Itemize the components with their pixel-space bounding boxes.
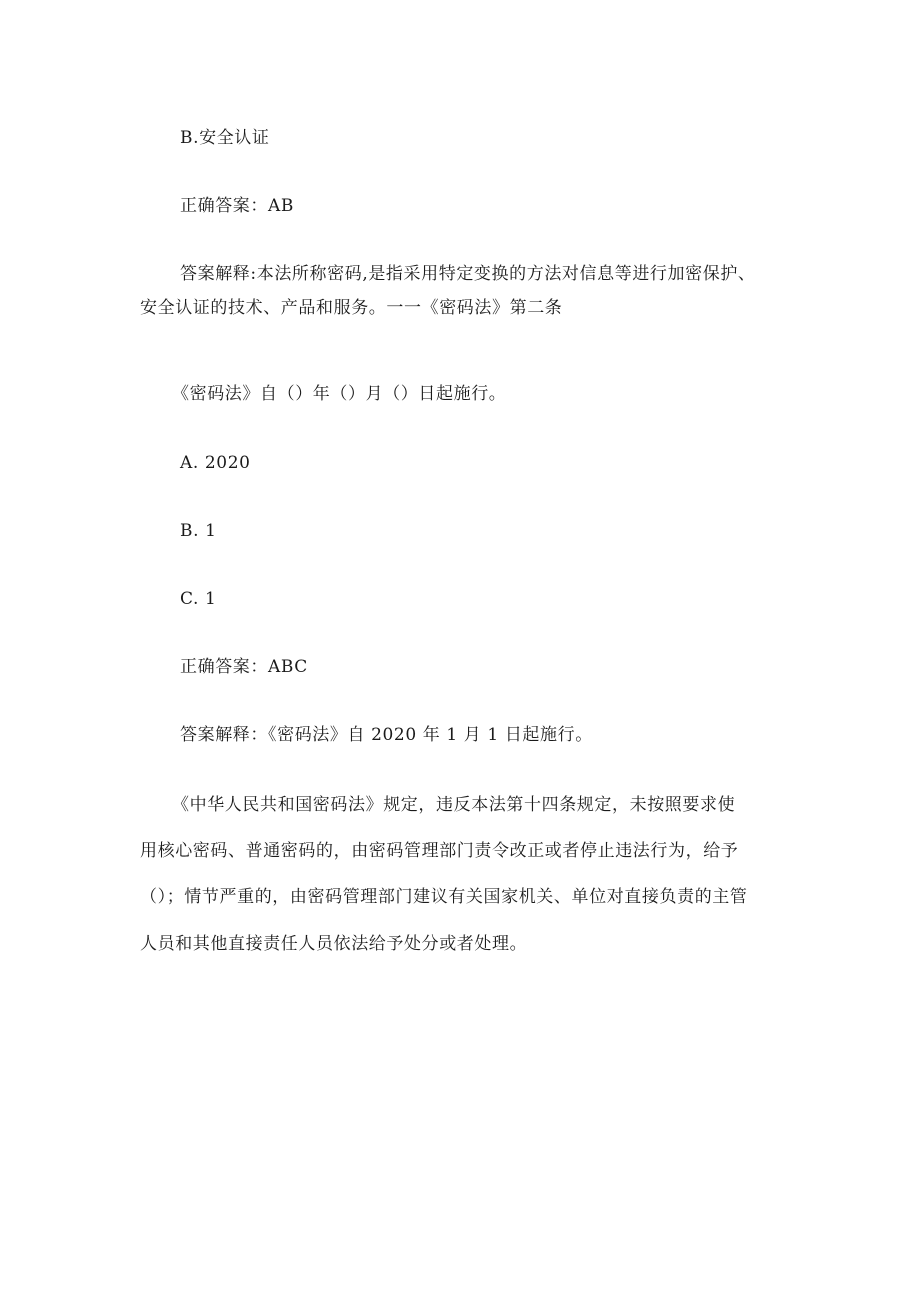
- q1-explanation-line-2: 安全认证的技术、产品和服务。一一《密码法》第二条: [140, 298, 563, 318]
- q2-option-a: A. 2020: [180, 453, 251, 473]
- q3-question-line-1: 《中华人民共和国密码法》规定，违反本法第十四条规定，未按照要求使: [172, 795, 736, 815]
- q2-correct-answer: 正确答案：ABC: [180, 657, 308, 677]
- q3-question-line-2: 用核心密码、普通密码的，由密码管理部门责令改正或者停止违法行为，给予: [140, 841, 739, 861]
- q3-question-line-3: （）；情节严重的，由密码管理部门建议有关国家机关、单位对直接负责的主管: [140, 887, 748, 907]
- q1-explanation-line-1: 答案解释:本法所称密码,是指采用特定变换的方法对信息等进行加密保护、: [180, 264, 756, 284]
- q1-option-b: B.安全认证: [180, 128, 270, 148]
- q3-question-line-4: 人员和其他直接责任人员依法给予处分或者处理。: [140, 934, 528, 954]
- q2-question: 《密码法》自（）年（）月（）日起施行。: [172, 384, 507, 404]
- q2-option-c: C. 1: [180, 589, 217, 609]
- q2-option-b: B. 1: [180, 521, 217, 541]
- q2-explanation: 答案解释：《密码法》自 2020 年 1 月 1 日起施行。: [180, 725, 593, 745]
- q1-correct-answer: 正确答案：AB: [180, 196, 294, 216]
